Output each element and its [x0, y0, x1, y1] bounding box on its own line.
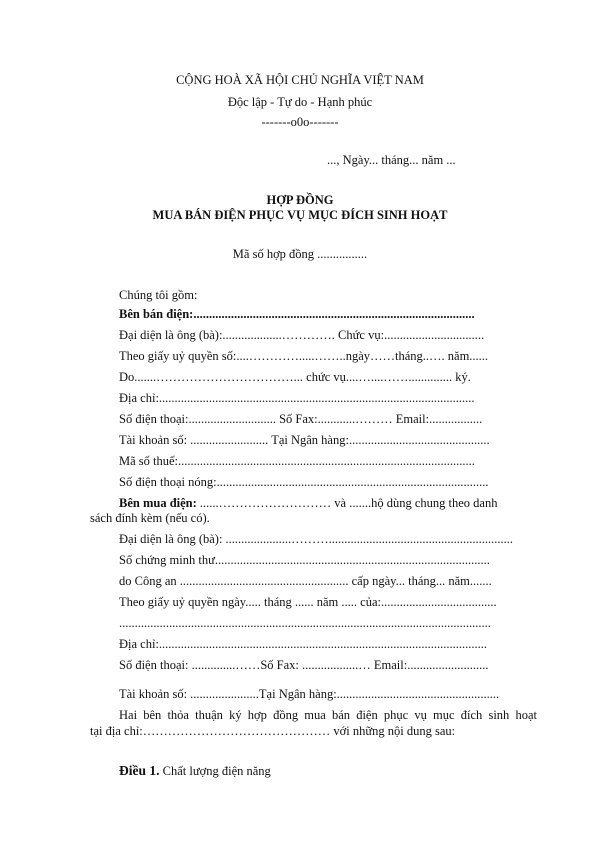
seller-address: Địa chỉ:..................................................................................................... — [119, 391, 475, 405]
date-line: ..., Ngày... tháng... năm ... — [327, 153, 456, 167]
divider-text: -------o0o------- — [261, 115, 339, 129]
seller-heading: Bên bán điện:.......................................................................................... — [119, 307, 475, 321]
buyer-authorization-cont: ....................................................................................................................... — [119, 616, 491, 630]
seller-account: Tài khoản số: ......................... Tại Ngân hàng:............................................. — [119, 433, 490, 447]
buyer-contact: Số điện thoại: ..............……Số Fax: ..................… Email:.......................... — [119, 658, 489, 672]
intro-text: Chúng tôi gồm: — [119, 288, 198, 302]
buyer-heading-rest: ......……………………… và .......hộ dùng chung theo danh — [196, 496, 498, 510]
buyer-address: Địa chỉ:......................................................................................................... — [119, 637, 488, 651]
nation-heading: CỘNG HOÀ XÃ HỘI CHỦ NGHĨA VIỆT NAM — [176, 73, 424, 87]
seller-signer: Do.......……………………………... chức vụ....…....…….............. ký. — [119, 370, 471, 384]
article-1-heading — [119, 763, 271, 779]
article-1-label: Điều 1. — [119, 763, 160, 778]
seller-tax-code: Mã số thuế:............................................................................................... — [119, 454, 475, 468]
seller-authorization: Theo giấy uỷ quyền số:....………….....……..ngày……tháng..…. năm...... — [119, 349, 489, 363]
motto: Độc lập - Tự do - Hạnh phúc — [227, 95, 373, 109]
article-1-title: Chất lượng điện năng — [159, 764, 271, 778]
buyer-authorization: Theo giấy uỷ quyền ngày..... tháng ...... năm ..... của:..................................... — [119, 595, 497, 609]
seller-contact: Số điện thoại:............................ Số Fax:............……… Email:................. — [119, 412, 483, 426]
buyer-id-card: Số chứng minh thư........................................................................................ — [119, 553, 490, 567]
buyer-id-issuer: do Công an ...................................................... cấp ngày... tháng... năm....... — [119, 574, 492, 588]
agreement-text-line1: Hai bên thỏa thuận ký hợp đồng mua bán điện phục vụ mục đích sinh hoạt — [119, 708, 537, 722]
seller-hotline: Số điện thoại nóng:....................................................................................... — [119, 475, 489, 489]
agreement-text-line2: tại địa chỉ:……………………………………… với những nội dung sau: — [90, 724, 456, 738]
buyer-heading-line — [119, 495, 497, 511]
contract-title: HỢP ĐỒNG — [266, 193, 334, 207]
contract-subtitle: MUA BÁN ĐIỆN PHỤC VỤ MỤC ĐÍCH SINH HOẠT — [152, 208, 448, 222]
contract-code: Mã số hợp đồng ................ — [232, 247, 368, 261]
buyer-heading: Bên mua điện: — [119, 496, 197, 510]
buyer-representative: Đại diện là ông (bà): .....................………........................................................... — [119, 532, 514, 546]
buyer-account: Tài khoản số: ......................Tại Ngân hàng:.................................................... — [119, 687, 500, 701]
seller-representative: Đại diện là ông (bà):...................…………. Chức vụ:................................ — [119, 328, 485, 342]
buyer-heading-continuation: sách đính kèm (nếu có). — [90, 511, 210, 525]
